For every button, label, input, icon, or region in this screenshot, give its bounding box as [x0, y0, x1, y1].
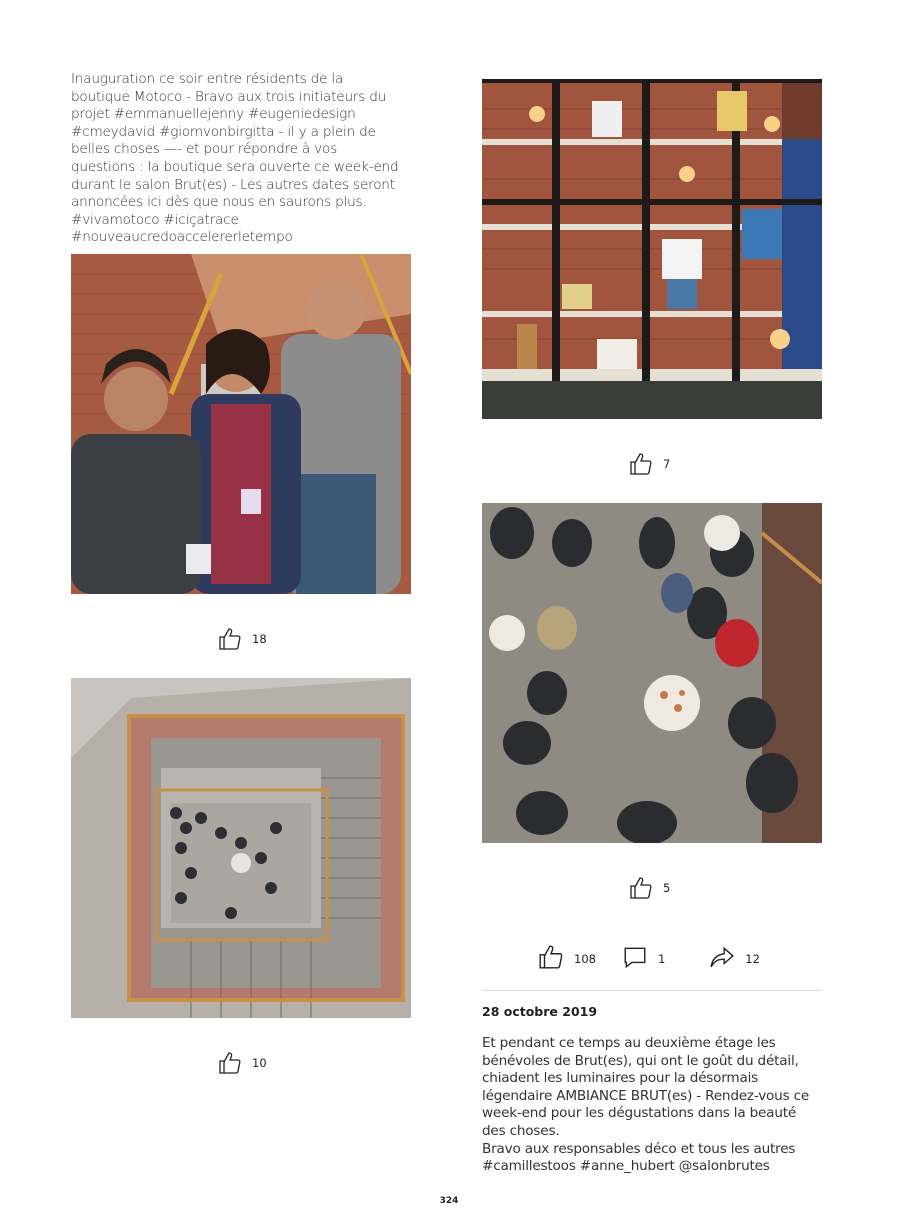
- comments-count: 1: [657, 951, 666, 966]
- photo-boutique-window[interactable]: [482, 79, 822, 419]
- post-caption: Et pendant ce temps au deuxième étage les bénévoles de Brut(es), qui ont le goût du détail, chiadent les luminaires pour la désormais légendaire AMBIANCE BRUT(es) - Rendez-vous ce week-end pour les dégustations dans la beauté des choses. Bravo aux responsables déco et tous les autres #camillestoos #anne_hubert @salonbrutes: [482, 1035, 810, 1175]
- photo-like-row[interactable]: [629, 876, 670, 900]
- post-caption: Inauguration ce soir entre résidents de la boutique Motoco - Bravo aux trois initiateurs du projet #emmanuellejenny #eugeniedesign #cmeydavid #giomvonbirgitta - il y a plein de belles choses —- et pour répondre à vos questions : la boutique sera ouverte ce week-end durant le salon Brut(es) - Les autres dates seront annoncées ici dès que nous en saurons plus. #vivamotoco #iciçatrace #nouveaucredoaccelererletempo: [71, 71, 399, 246]
- photo-like-row[interactable]: [629, 452, 670, 476]
- share-stat[interactable]: [709, 944, 760, 973]
- post-stats: [538, 944, 760, 973]
- page-number: 324: [439, 1196, 459, 1206]
- like-count: 5: [663, 881, 671, 895]
- like-count: 7: [663, 457, 671, 471]
- photo-stairwell-above[interactable]: [71, 678, 411, 1018]
- photo-people-staircase[interactable]: [71, 254, 411, 594]
- thumbs-up-icon[interactable]: [218, 627, 242, 651]
- thumbs-up-icon[interactable]: [629, 452, 653, 476]
- like-count: 10: [252, 1056, 267, 1070]
- comment-icon[interactable]: [622, 944, 648, 973]
- thumbs-up-icon[interactable]: [629, 876, 653, 900]
- post-date: 28 octobre 2019: [482, 1004, 598, 1019]
- shares-count: 12: [745, 951, 760, 966]
- like-count: 18: [252, 632, 267, 646]
- photo-crowd-above[interactable]: [482, 503, 822, 843]
- share-icon[interactable]: [709, 944, 735, 973]
- photo-like-row[interactable]: [218, 1051, 267, 1075]
- likes-count: 108: [574, 951, 596, 966]
- photo-like-row[interactable]: [218, 627, 267, 651]
- divider: [482, 990, 822, 991]
- like-stat[interactable]: [538, 944, 596, 973]
- thumbs-up-icon[interactable]: [218, 1051, 242, 1075]
- comment-stat[interactable]: [622, 944, 665, 973]
- thumbs-up-icon[interactable]: [538, 944, 564, 973]
